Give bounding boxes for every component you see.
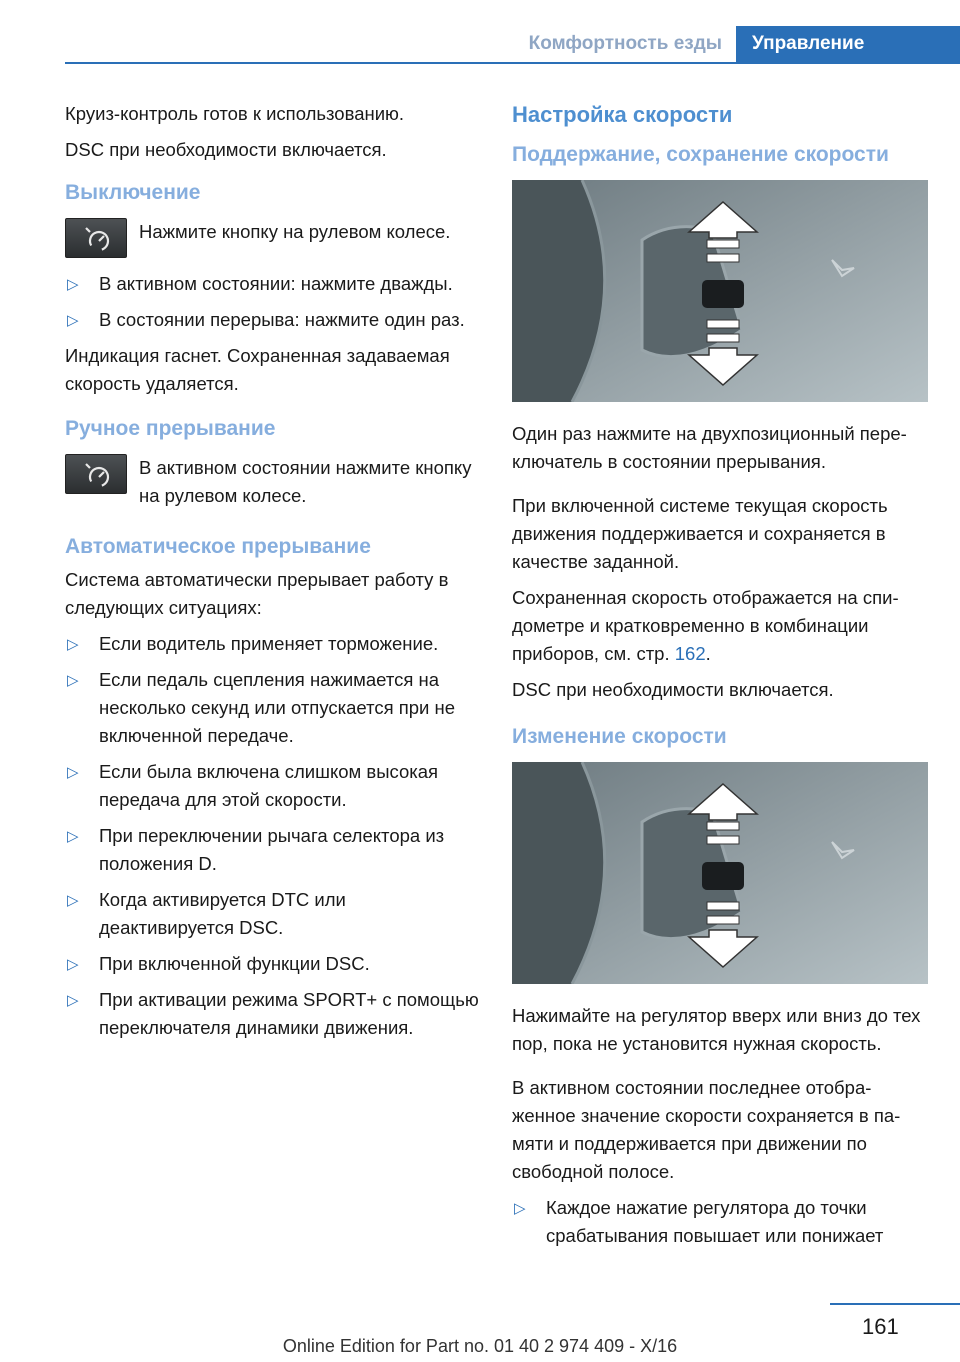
triangle-bullet-icon: ▷ [67,672,79,689]
footer-edition: Online Edition for Part no. 01 40 2 974 409 - X/16 [282,1336,678,1356]
triangle-bullet-icon: ▷ [67,956,79,973]
header-rule [65,62,960,64]
paragraph: Нажимайте на регулятор вверх или вниз до тех пор, пока не установится нужная скорость. [512,1005,921,1054]
list-item: ▷ При переключении рычага селектора из положения D. [67,825,445,874]
left-column [65,100,481,1050]
header-section-tab[interactable]: Комфортность езды [488,26,736,62]
off-bullet-list [65,270,481,334]
header-chapter-tab[interactable]: Управление [736,26,960,62]
triangle-bullet-icon: ▷ [67,276,79,293]
paragraph: Система автоматически прерывает работу в следующих ситуациях: [65,569,449,618]
paragraph: Индикация гаснет. Сохраненная задаваемая скорость удаляется. [65,345,450,394]
section-heading-off: Выключение [65,181,201,204]
list-item: ▷ При включенной функции DSC. [65,950,481,978]
manual-instruction-text: В активном состоянии нажмите кнопку на рулевом колесе. [139,457,472,506]
paragraph: Сохраненная скорость отображается на спидометре и кратковременно в комбинации приборов, см. стр. 162. [512,587,899,664]
off-instruction [65,218,481,258]
paragraph: В активном состоянии последнее отображенное значение скорости сохраняется в памяти и поддерживается при движении по свободной полосе. [512,1077,901,1182]
list-item: ▷ В активном состоянии: нажмите дважды. [65,270,481,298]
paragraph: DSC при необходимости включается. [65,139,387,160]
paragraph: Круиз-контроль готов к использованию. [65,103,405,124]
cruise-control-button-icon [65,218,127,258]
triangle-bullet-icon: ▷ [67,992,79,1009]
triangle-bullet-icon: ▷ [67,636,79,653]
list-item: ▷ При активации режима SPORT+ с помощью переключателя динамики движения. [67,989,479,1038]
page-number: 161 [862,1314,899,1339]
footer-rule [830,1303,960,1305]
paragraph: При включенной системе текущая скорость движения поддерживается и сохраняется в качестве заданной. [512,495,888,572]
triangle-bullet-icon: ▷ [514,1200,526,1217]
triangle-bullet-icon: ▷ [67,764,79,781]
triangle-bullet-icon: ▷ [67,828,79,845]
section-heading-speed-setting: Настройка скорости [512,102,733,127]
auto-bullet-list [65,630,481,1042]
steering-wheel-rocker-photo [512,180,928,402]
paragraph: DSC при необходимости включается. [512,679,834,700]
section-heading-manual: Ручное прерывание [65,417,276,440]
list-item: ▷ Если была включена слишком высокая передача для этой скорости. [67,761,439,810]
list-item: ▷ Если водитель применяет торможение. [65,630,481,658]
list-item: ▷ Если педаль сцепления нажимается на несколько секунд или отпускается при не включенной передаче. [67,669,456,746]
change-bullet-list [512,1194,928,1250]
page-reference-link[interactable]: 162 [674,643,706,664]
cruise-control-button-icon [65,454,127,494]
right-column [512,100,928,1258]
section-heading-change: Изменение скорости [512,725,727,748]
paragraph: Один раз нажмите на двухпозиционный переключатель в состоянии прерывания. [512,423,907,472]
section-heading-maintain: Поддержание, сохранение скорости [512,143,889,166]
list-item: ▷ Каждое нажатие регулятора до точки срабатывания повышает или понижает [514,1197,884,1246]
list-item: ▷ Когда активируется DTC или деактивируется DSC. [67,889,346,938]
triangle-bullet-icon: ▷ [67,892,79,909]
manual-instruction [65,454,481,510]
list-item: ▷ В состоянии перерыва: нажмите один раз. [65,306,481,334]
section-heading-auto: Автоматическое прерывание [65,535,371,558]
triangle-bullet-icon: ▷ [67,312,79,329]
steering-wheel-rocker-photo [512,762,928,984]
off-instruction-text: Нажмите кнопку на рулевом колесе. [139,221,451,242]
